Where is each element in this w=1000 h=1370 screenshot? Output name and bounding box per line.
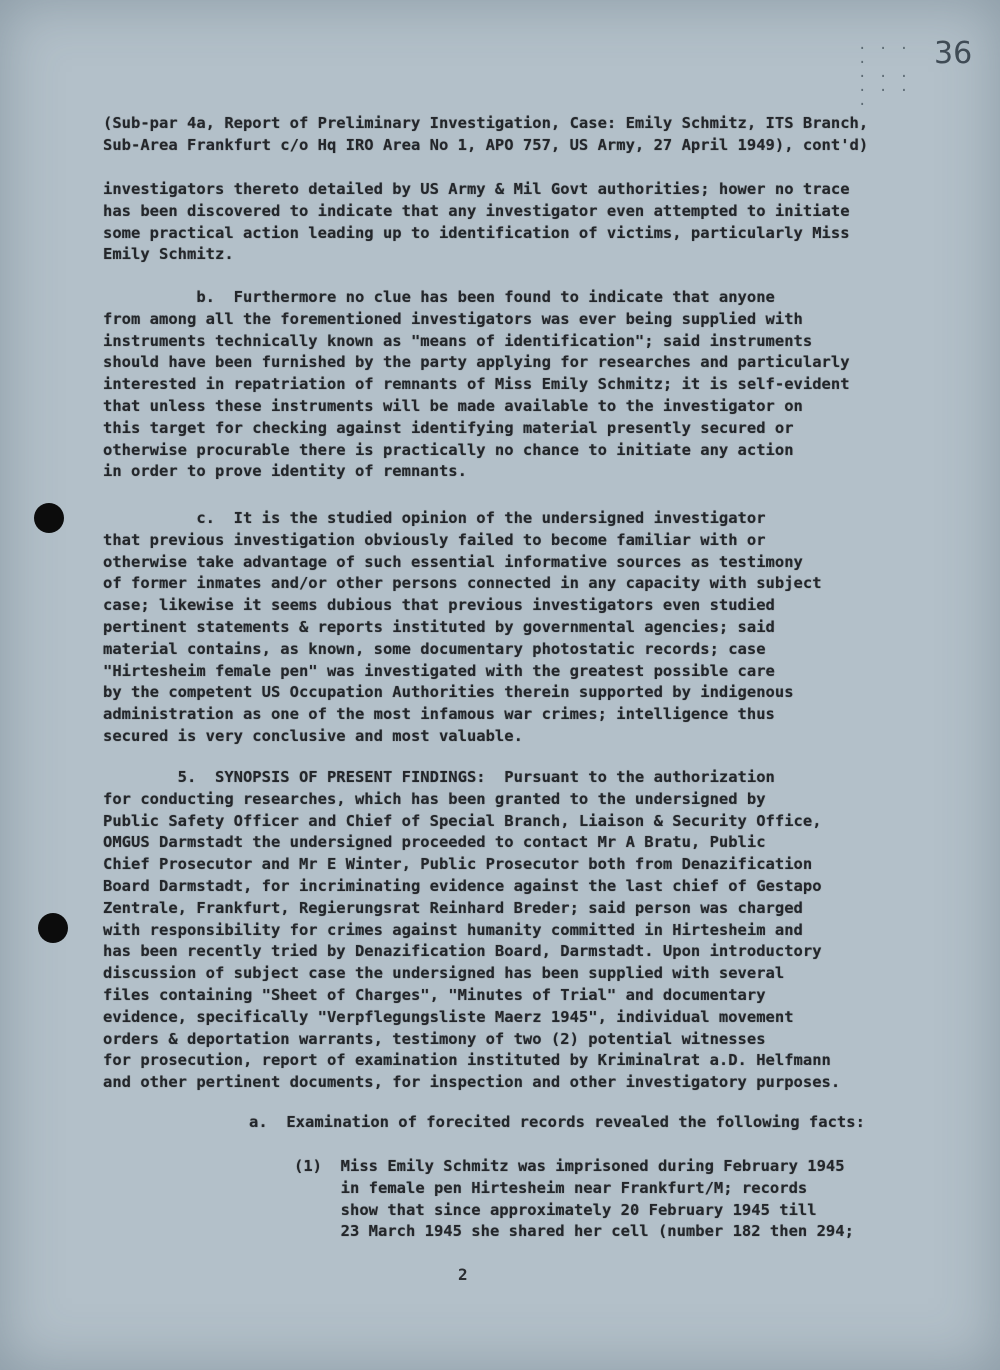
subparagraph-a bbox=[249, 1112, 865, 1134]
text-line: some practical action leading up to identification of victims, particularly Miss bbox=[103, 223, 850, 242]
text-line: otherwise procurable there is practically no chance to initiate any action bbox=[103, 440, 794, 459]
text-line: pertinent statements & reports instituted by governmental agencies; said bbox=[103, 617, 775, 636]
text-line: a. Examination of forecited records revealed the following facts: bbox=[249, 1113, 865, 1131]
punch-hole-upper bbox=[34, 503, 64, 533]
text-line: with responsibility for crimes against humanity committed in Hirtesheim and bbox=[103, 920, 803, 939]
text-line: secured is very conclusive and most valuable. bbox=[103, 726, 523, 745]
text-line: b. Furthermore no clue has been found to indicate that anyone bbox=[103, 288, 775, 306]
paragraph-c bbox=[103, 508, 822, 748]
punch-hole-lower bbox=[38, 913, 68, 943]
text-line: administration as one of the most infamous war crimes; intelligence thus bbox=[103, 705, 775, 724]
text-line: for prosecution, report of examination instituted by Kriminalrat a.D. Helfmann bbox=[103, 1051, 831, 1070]
text-line: (1) Miss Emily Schmitz was imprisoned during February 1945 bbox=[294, 1157, 845, 1175]
item-1 bbox=[294, 1156, 854, 1243]
text-line: case; likewise it seems dubious that previous investigators even studied bbox=[103, 596, 775, 615]
text-line: instruments technically known as "means of identification"; said instruments bbox=[103, 331, 813, 350]
text-line: 23 March 1945 she shared her cell (number 182 then 294; bbox=[294, 1222, 854, 1241]
text-line: has been discovered to indicate that any investigator even attempted to initiate bbox=[103, 201, 850, 220]
header-line: (Sub-par 4a, Report of Preliminary Investigation, Case: Emily Schmitz, ITS Branch, bbox=[103, 114, 869, 132]
text-line: Chief Prosecutor and Mr E Winter, Public Prosecutor both from Denazification bbox=[103, 855, 813, 874]
folio-number: 36 bbox=[934, 36, 973, 71]
header-line: Sub-Area Frankfurt c/o Hq IRO Area No 1, APO 757, US Army, 27 April 1949), cont'd) bbox=[103, 135, 869, 154]
text-line: interested in repatriation of remnants of Miss Emily Schmitz; it is self-evident bbox=[103, 375, 850, 394]
text-line: in order to prove identity of remnants. bbox=[103, 462, 467, 481]
text-line: and other pertinent documents, for inspection and other investigatory purposes. bbox=[103, 1073, 841, 1092]
text-line: has been recently tried by Denazification Board, Darmstadt. Upon introductory bbox=[103, 942, 822, 961]
page-number: 2 bbox=[458, 1265, 468, 1284]
text-line: should have been furnished by the party applying for researches and particularly bbox=[103, 353, 850, 372]
text-line: from among all the forementioned investigators was ever being supplied with bbox=[103, 309, 803, 328]
text-line: for conducting researches, which has been granted to the undersigned by bbox=[103, 789, 766, 808]
text-line: this target for checking against identifying material presently secured or bbox=[103, 418, 794, 437]
text-line: 5. SYNOPSIS OF PRESENT FINDINGS: Pursuant to the authorization bbox=[103, 768, 775, 786]
text-line: Zentrale, Frankfurt, Regierungsrat Reinhard Breder; said person was charged bbox=[103, 898, 803, 917]
text-line: show that since approximately 20 February 1945 till bbox=[294, 1200, 817, 1219]
text-line: of former inmates and/or other persons connected in any capacity with subject bbox=[103, 574, 822, 593]
text-line: by the competent US Occupation Authorities therein supported by indigenous bbox=[103, 683, 794, 702]
text-line: "Hirtesheim female pen" was investigated with the greatest possible care bbox=[103, 661, 775, 680]
text-line: discussion of subject case the undersigned has been supplied with several bbox=[103, 964, 785, 983]
text-line: investigators thereto detailed by US Army & Mil Govt authorities; hower no trace bbox=[103, 180, 850, 198]
text-line: in female pen Hirtesheim near Frankfurt/M; records bbox=[294, 1178, 808, 1197]
faint-stamp-marks: · · · · · · · · · · · bbox=[858, 41, 911, 113]
text-line: files containing "Sheet of Charges", "Minutes of Trial" and documentary bbox=[103, 985, 766, 1004]
text-line: material contains, as known, some documentary photostatic records; case bbox=[103, 639, 766, 658]
text-line: that previous investigation obviously failed to become familiar with or bbox=[103, 530, 766, 549]
text-line: orders & deportation warrants, testimony of two (2) potential witnesses bbox=[103, 1029, 766, 1048]
paragraph-b bbox=[103, 287, 850, 483]
text-line: that unless these instruments will be made available to the investigator on bbox=[103, 396, 803, 415]
header-block bbox=[103, 113, 868, 157]
text-line: OMGUS Darmstadt the undersigned proceeded to contact Mr A Bratu, Public bbox=[103, 833, 766, 852]
text-line: Emily Schmitz. bbox=[103, 245, 234, 264]
intro-paragraph bbox=[103, 179, 850, 266]
text-line: Board Darmstadt, for incriminating evidence against the last chief of Gestapo bbox=[103, 876, 822, 895]
paragraph-5-synopsis bbox=[103, 767, 840, 1094]
text-line: c. It is the studied opinion of the undersigned investigator bbox=[103, 509, 766, 527]
text-line: otherwise take advantage of such essential informative sources as testimony bbox=[103, 552, 803, 571]
text-line: Public Safety Officer and Chief of Special Branch, Liaison & Security Office, bbox=[103, 811, 822, 830]
text-line: evidence, specifically "Verpflegungsliste Maerz 1945", individual movement bbox=[103, 1007, 794, 1026]
